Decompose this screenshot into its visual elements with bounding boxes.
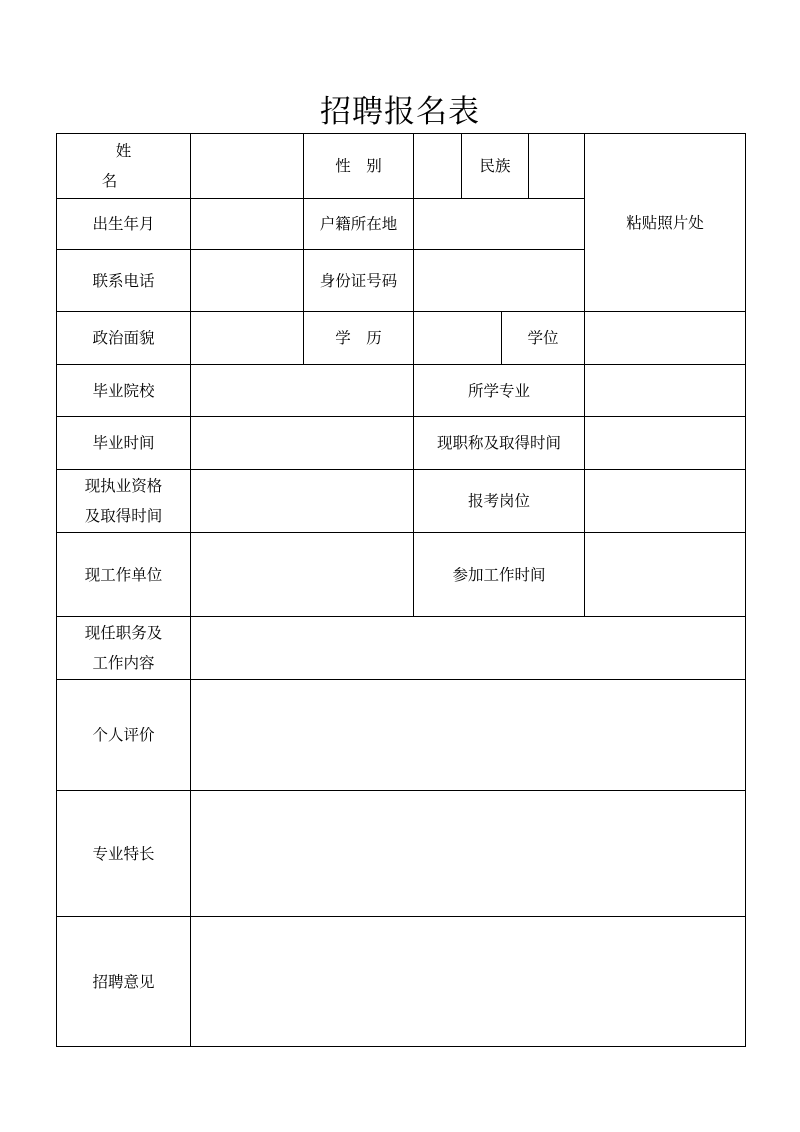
field-duty[interactable] xyxy=(191,617,746,680)
field-school[interactable] xyxy=(191,365,414,417)
field-id-number[interactable] xyxy=(414,250,585,312)
label-school: 毕业院校 xyxy=(57,365,191,417)
label-id-number: 身份证号码 xyxy=(304,250,414,312)
label-position: 报考岗位 xyxy=(414,470,585,533)
label-specialty: 专业特长 xyxy=(57,791,191,917)
label-qualification-line1: 现执业资格 xyxy=(84,477,163,495)
label-major: 所学专业 xyxy=(414,365,585,417)
field-education[interactable] xyxy=(414,312,502,365)
label-degree: 学位 xyxy=(502,312,585,365)
label-ethnicity: 民族 xyxy=(462,134,529,199)
field-ethnicity[interactable] xyxy=(529,134,585,199)
label-birth: 出生年月 xyxy=(57,199,191,250)
label-title-time: 现职称及取得时间 xyxy=(414,417,585,470)
label-politics: 政治面貌 xyxy=(57,312,191,365)
photo-placeholder[interactable]: 粘贴照片处 xyxy=(585,134,746,312)
label-gender: 性 别 xyxy=(304,134,414,199)
field-position[interactable] xyxy=(585,470,746,533)
label-evaluation: 个人评价 xyxy=(57,680,191,791)
label-duty-line2: 工作内容 xyxy=(92,654,155,672)
label-qualification xyxy=(57,470,191,533)
field-grad-time[interactable] xyxy=(191,417,414,470)
label-education: 学 历 xyxy=(304,312,414,365)
field-evaluation[interactable] xyxy=(191,680,746,791)
label-grad-time: 毕业时间 xyxy=(57,417,191,470)
label-hukou: 户籍所在地 xyxy=(304,199,414,250)
field-work-start[interactable] xyxy=(585,533,746,617)
label-work-unit: 现工作单位 xyxy=(57,533,191,617)
label-name: 姓 名 xyxy=(57,134,191,199)
label-work-start: 参加工作时间 xyxy=(414,533,585,617)
label-duty-line1: 现任职务及 xyxy=(84,624,163,642)
label-opinion: 招聘意见 xyxy=(57,917,191,1047)
application-form-table xyxy=(56,133,746,1047)
field-phone[interactable] xyxy=(191,250,304,312)
field-work-unit[interactable] xyxy=(191,533,414,617)
field-specialty[interactable] xyxy=(191,791,746,917)
field-gender[interactable] xyxy=(414,134,462,199)
label-phone: 联系电话 xyxy=(57,250,191,312)
field-politics[interactable] xyxy=(191,312,304,365)
label-qualification-line2: 及取得时间 xyxy=(84,507,163,525)
field-opinion[interactable] xyxy=(191,917,746,1047)
form-title: 招聘报名表 xyxy=(320,94,480,130)
field-major[interactable] xyxy=(585,365,746,417)
field-hukou[interactable] xyxy=(414,199,585,250)
field-qualification[interactable] xyxy=(191,470,414,533)
field-title-time[interactable] xyxy=(585,417,746,470)
label-duty xyxy=(57,617,191,680)
field-name[interactable] xyxy=(191,134,304,199)
field-birth[interactable] xyxy=(191,199,304,250)
field-degree[interactable] xyxy=(585,312,746,365)
